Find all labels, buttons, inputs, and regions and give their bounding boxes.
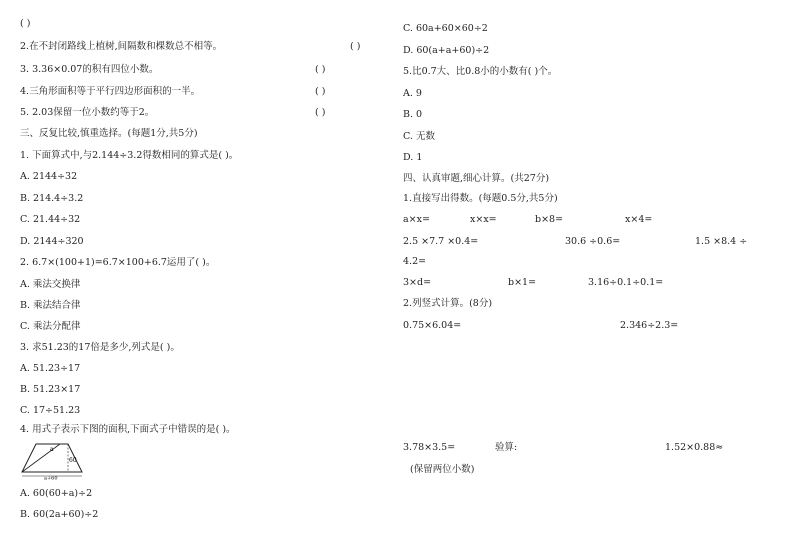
judge-q3-text: 3. 3.36×0.07的积有四位小数。 (20, 64, 159, 75)
choice-q5-option-b[interactable]: B. 0 (403, 109, 423, 120)
section3-heading: 三、反复比较,慎重选择。(每题1分,共5分) (20, 128, 198, 139)
choice-q4-option-c[interactable]: C. 60a+60×60÷2 (403, 23, 488, 34)
figure-label-bottom: a+60 (44, 475, 58, 480)
choice-q2-option-b[interactable]: B. 乘法结合律 (20, 300, 81, 311)
figure-label-a: a (50, 446, 54, 453)
calc-item: 2.5 ×7.7 ×0.4= (403, 236, 479, 247)
judge-q3-paren[interactable]: ( ) (315, 64, 326, 75)
judge-q4-text: 4.三角形面积等于平行四边形面积的一半。 (20, 86, 201, 97)
judge-q2-text: 2.在不封闭路线上植树,间隔数和棵数总不相等。 (20, 41, 223, 52)
section4-heading: 四、认真审题,细心计算。(共27分) (403, 173, 550, 184)
choice-q3-stem: 3. 求51.23的17倍是多少,列式是( )。 (20, 342, 180, 353)
vertical-calc-title: 2.列竖式计算。(8分) (403, 298, 493, 309)
choice-q1-option-d[interactable]: D. 2144÷320 (20, 236, 84, 247)
choice-q3-option-c[interactable]: C. 17÷51.23 (20, 405, 81, 416)
calc-item: 3×d= (403, 277, 432, 288)
choice-q4-option-d[interactable]: D. 60(a+a+60)÷2 (403, 45, 490, 56)
choice-q1-option-a[interactable]: A. 2144÷32 (20, 171, 78, 182)
judge-q4-paren[interactable]: ( ) (315, 86, 326, 97)
judge-q2-paren[interactable]: ( ) (350, 41, 361, 52)
rounding-note: (保留两位小数) (410, 464, 475, 475)
choice-q1-option-b[interactable]: B. 214.4÷3.2 (20, 193, 84, 204)
judge-q5-text: 5. 2.03保留一位小数约等于2。 (20, 107, 155, 118)
vertical-calc-item: 2.346÷2.3= (620, 320, 679, 331)
choice-q5-stem: 5.比0.7大、比0.8小的小数有( )个。 (403, 66, 558, 77)
choice-q2-option-a[interactable]: A. 乘法交换律 (20, 279, 81, 290)
vertical-calc-item: 3.78×3.5= (403, 442, 456, 453)
calc-item-continued: 4.2= (403, 256, 427, 267)
choice-q2-option-c[interactable]: C. 乘法分配律 (20, 321, 81, 332)
calc-item: 1.5 ×8.4 ÷ (695, 236, 748, 247)
choice-q3-option-b[interactable]: B. 51.23×17 (20, 384, 81, 395)
choice-q5-option-c[interactable]: C. 无数 (403, 131, 435, 142)
choice-q5-option-d[interactable]: D. 1 (403, 152, 423, 163)
calc-item: x×4= (625, 214, 653, 225)
calc-item: 3.16÷0.1÷0.1= (588, 277, 664, 288)
calc-item: b×1= (508, 277, 537, 288)
choice-q4-option-a[interactable]: A. 60(60+a)÷2 (20, 488, 93, 499)
choice-q1-option-c[interactable]: C. 21.44÷32 (20, 214, 81, 225)
choice-q1-stem: 1. 下面算式中,与2.144÷3.2得数相同的算式是( )。 (20, 150, 239, 161)
calc-item: x×x= (470, 214, 497, 225)
calc-item: 30.6 ÷0.6= (565, 236, 621, 247)
choice-q5-option-a[interactable]: A. 9 (403, 88, 422, 99)
choice-q3-option-a[interactable]: A. 51.23÷17 (20, 363, 81, 374)
vertical-calc-item: 1.52×0.88≈ (665, 442, 724, 453)
trapezoid-figure (20, 442, 86, 480)
figure-label-60: 60 (69, 457, 77, 464)
choice-q2-stem: 2. 6.7×(100+1)=6.7×100+6.7运用了( )。 (20, 257, 216, 268)
choice-q4-option-b[interactable]: B. 60(2a+60)÷2 (20, 509, 99, 520)
judge-q5-paren[interactable]: ( ) (315, 107, 326, 118)
check-label: 验算: (495, 442, 518, 453)
calc-item: a×x= (403, 214, 430, 225)
calc-item: b×8= (535, 214, 564, 225)
blank-answer-paren[interactable]: ( ) (20, 18, 31, 29)
vertical-calc-item: 0.75×6.04= (403, 320, 462, 331)
direct-calc-title: 1.直接写出得数。(每题0.5分,共5分) (403, 193, 558, 204)
choice-q4-stem: 4. 用式子表示下图的面积,下面式子中错误的是( )。 (20, 424, 236, 435)
